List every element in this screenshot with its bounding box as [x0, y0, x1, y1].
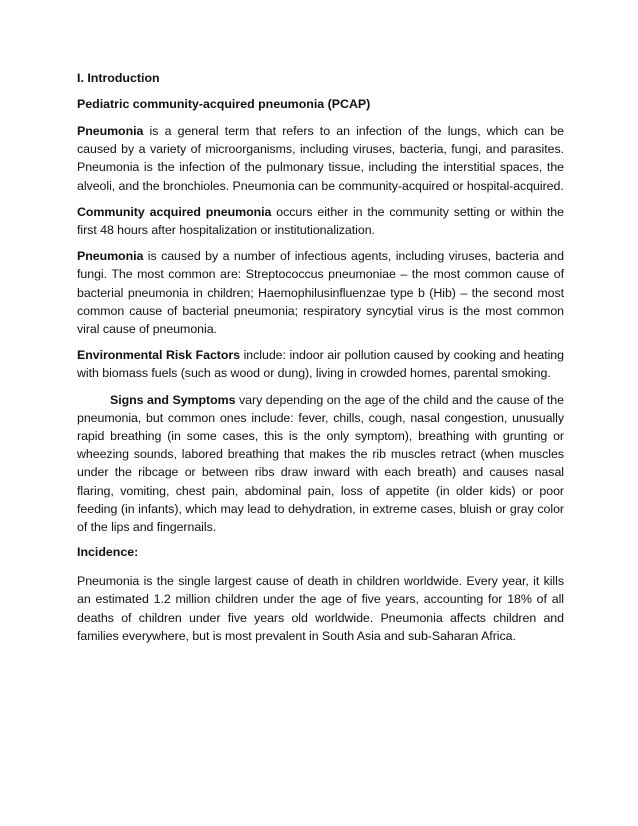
section-title: I. Introduction — [77, 71, 160, 85]
paragraph-term: Signs and Symptoms — [110, 392, 236, 407]
paragraph-incidence: Pneumonia is the single largest cause of death in children worldwide. Every year, it kills an estimated 1.2 million children under the age of five years, accounting for 18% of all deaths of children under five years old worldwide. Pneumonia affects children and families everywhere, but is most prevalent in South Asia and sub-Saharan Africa. — [77, 574, 564, 643]
paragraph-term: Community acquired pneumonia — [77, 204, 272, 219]
paragraph-term: Pneumonia — [77, 249, 144, 264]
paragraph-body: vary depending on the age of the child and the cause of the pneumonia, but common ones include: fever, chills, cough, nasal congestion, unusually rapid breathing (in some cases, this is the only symptom), breathing with grunting or wheezing sounds, labored breathing that makes the rib muscles retract (when muscles under the ribcage or between ribs draw inward with each breath) and causes nasal flaring, vomiting, chest pain, abdominal pain, loss of appetite (in older kids) or poor feeding (in infants), which may lead to dehydration, in extreme cases, bluish or gray color of the lips and fingernails. — [77, 392, 564, 535]
paragraph-body: occurs either in the community setting or within the first 48 hours after hospitalization or institutionalization. — [77, 204, 564, 238]
paragraph-causes — [77, 247, 564, 338]
paragraph-pneumonia-definition — [77, 122, 564, 195]
paragraph-community-acquired — [77, 203, 564, 239]
document-subtitle: Pediatric community-acquired pneumonia (PCAP) — [77, 97, 371, 111]
paragraph-risk-factors — [77, 346, 564, 382]
incidence-heading: Incidence: — [77, 545, 139, 560]
paragraph-body: include: indoor air pollution caused by cooking and heating with biomass fuels (such as wood or dung), living in crowded homes, parental smoking. — [77, 348, 564, 381]
paragraph-body: is a general term that refers to an infection of the lungs, which can be caused by a variety of microorganisms, including viruses, bacteria, fungi, and parasites. Pneumonia is the infection of the pulmonary tissue, including the interstitial spaces, the alveoli, and the bronchioles. Pneumonia can be community-acquired or hospital-acquired. — [77, 124, 564, 193]
paragraph-signs-symptoms — [77, 391, 564, 537]
paragraph-term: Environmental Risk Factors — [77, 348, 240, 363]
paragraph-body: is caused by a number of infectious agents, including viruses, bacteria and fungi. The most common are: Streptococcus pneumoniae – the most common cause of bacterial pneumonia in children; Haemophilusinfluenzae type b (Hib) – the second most common cause of bacterial pneumonia; respiratory syncytial virus is the most common viral cause of pneumonia. — [77, 249, 564, 337]
paragraph-term: Pneumonia — [77, 124, 144, 138]
